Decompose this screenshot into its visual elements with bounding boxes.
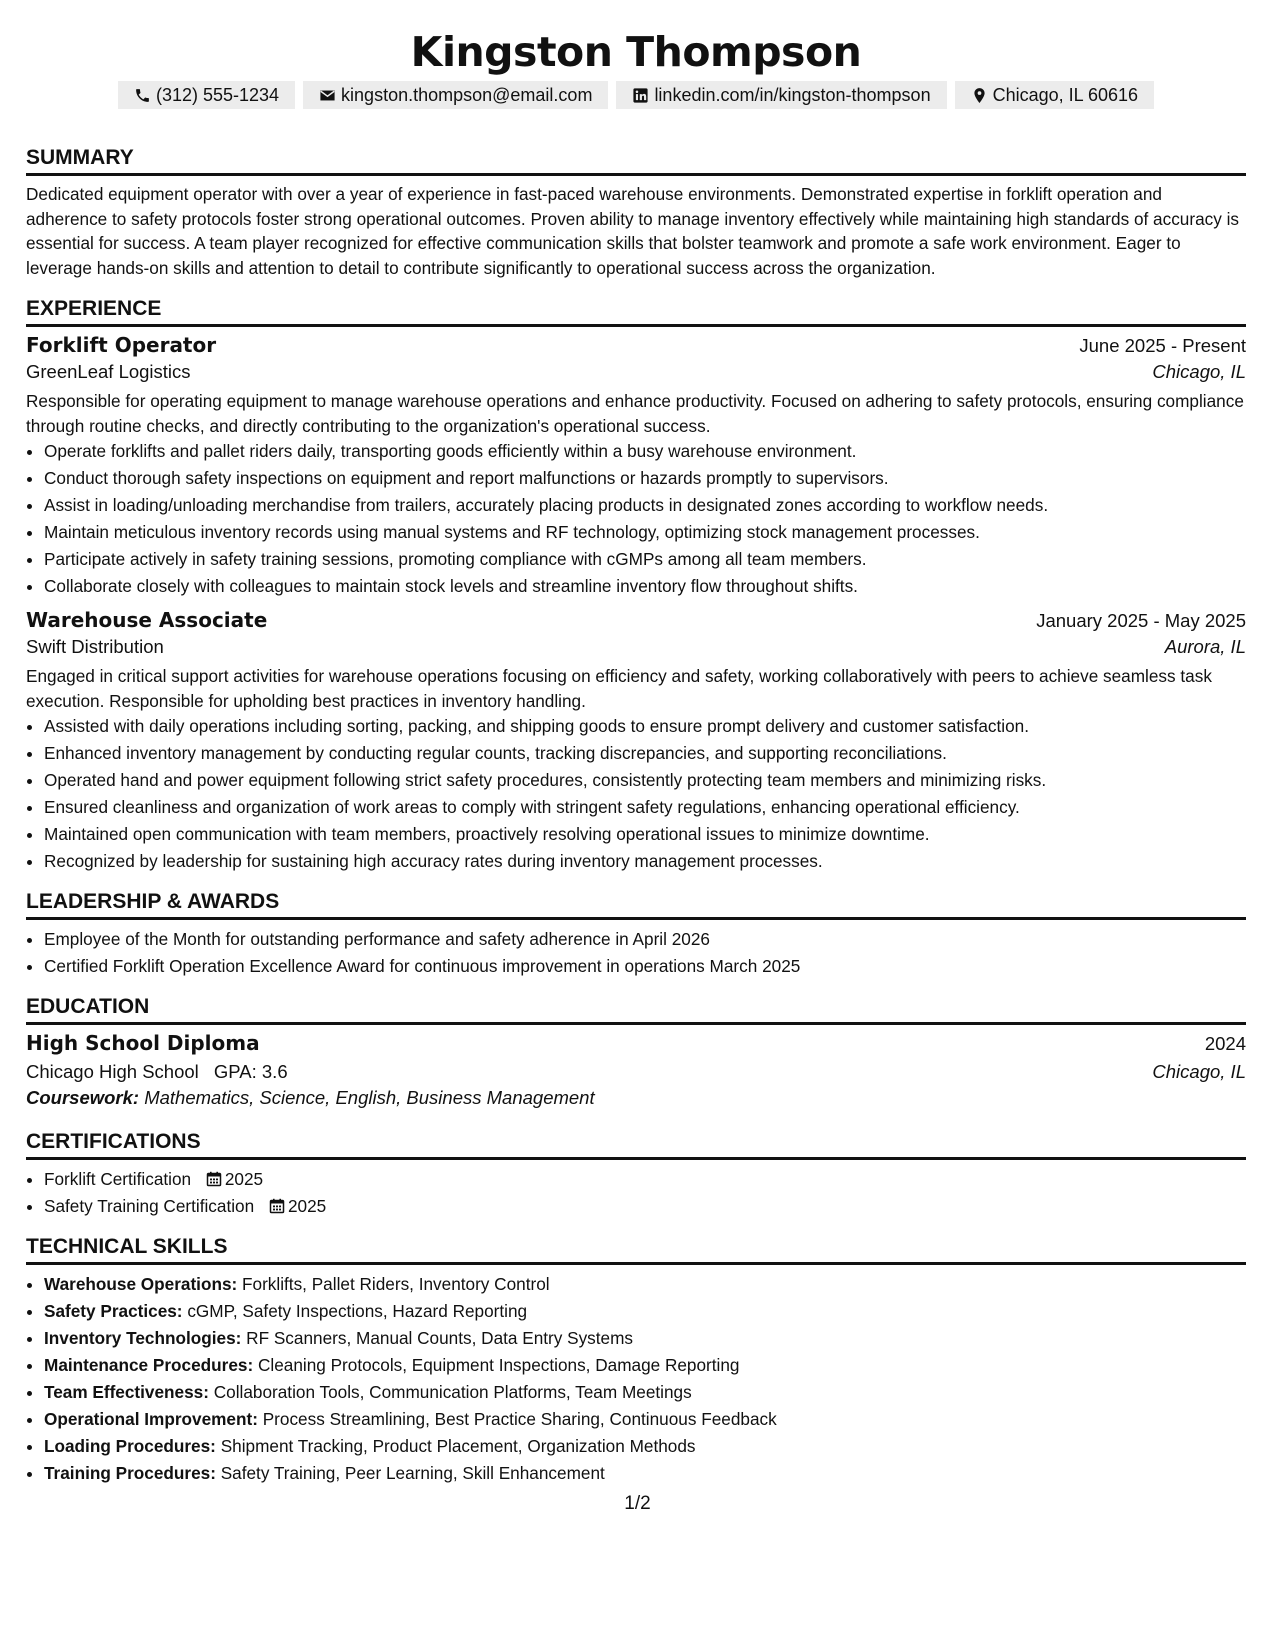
job-bullets bbox=[26, 713, 1246, 875]
certifications-list bbox=[26, 1166, 1246, 1220]
contact-location bbox=[955, 81, 1154, 109]
list-item: • Employee of the Month for outstanding performance and safety adherence in April 2026 bbox=[44, 926, 1246, 953]
list-item: • Assist in loading/unloading merchandise from trailers, accurately placing products in designated zones according to workflow needs. bbox=[44, 492, 1246, 519]
list-item: • Operate forklifts and pallet riders daily, transporting goods efficiently within a busy warehouse environment. bbox=[44, 438, 1246, 465]
skill-label: Team Effectiveness: bbox=[44, 1382, 209, 1402]
skill-label: Safety Practices: bbox=[44, 1301, 183, 1321]
list-item: • Certified Forklift Operation Excellence Award for continuous improvement in operations March 2025 bbox=[44, 953, 1246, 980]
section-title-certifications: CERTIFICATIONS bbox=[26, 1127, 1246, 1160]
resume-page bbox=[26, 0, 1246, 1487]
job-location: Aurora, IL bbox=[1164, 636, 1246, 657]
list-item bbox=[44, 1298, 1246, 1325]
section-title-skills: TECHNICAL SKILLS bbox=[26, 1232, 1246, 1265]
section-title-education: EDUCATION bbox=[26, 992, 1246, 1025]
skill-label: Operational Improvement: bbox=[44, 1409, 258, 1429]
list-item: • Operated hand and power equipment following strict safety procedures, consistently protecting team members and minimizing risks. bbox=[44, 767, 1246, 794]
linkedin-icon bbox=[632, 87, 649, 104]
contact-email[interactable] bbox=[303, 81, 608, 109]
list-item: • Collaborate closely with colleagues to maintain stock levels and streamline inventory flow throughout shifts. bbox=[44, 573, 1246, 600]
list-item bbox=[44, 1166, 1246, 1193]
list-item bbox=[44, 1433, 1246, 1460]
job-dates: June 2025 - Present bbox=[1079, 335, 1246, 356]
coursework bbox=[26, 1087, 1246, 1109]
skill-value: RF Scanners, Manual Counts, Data Entry Systems bbox=[246, 1328, 634, 1348]
skill-value: Shipment Tracking, Product Placement, Organization Methods bbox=[220, 1436, 696, 1456]
awards-section bbox=[26, 887, 1246, 980]
degree-name: High School Diploma bbox=[26, 1031, 260, 1055]
gpa: GPA: 3.6 bbox=[213, 1061, 288, 1082]
phone-text: (312) 555-1234 bbox=[155, 85, 280, 105]
map-pin-icon bbox=[971, 87, 988, 104]
list-item bbox=[44, 1271, 1246, 1298]
company-name: GreenLeaf Logistics bbox=[26, 361, 191, 382]
calendar-icon bbox=[269, 1198, 285, 1214]
job-title: Warehouse Associate bbox=[26, 608, 268, 632]
skill-value: Cleaning Protocols, Equipment Inspections, Damage Reporting bbox=[257, 1355, 740, 1375]
contact-linkedin[interactable] bbox=[616, 81, 946, 109]
list-item: • Maintained open communication with team members, proactively resolving operational issues to minimize downtime. bbox=[44, 821, 1246, 848]
list-item bbox=[44, 1352, 1246, 1379]
education-section bbox=[26, 992, 1246, 1109]
summary-section bbox=[26, 143, 1246, 280]
candidate-name: Kingston Thompson bbox=[410, 28, 862, 76]
graduation-year: 2024 bbox=[1204, 1033, 1246, 1054]
awards-list bbox=[26, 926, 1246, 980]
page-number: 1/2 bbox=[624, 1493, 651, 1514]
contact-bar bbox=[26, 81, 1246, 109]
linkedin-text: linkedin.com/in/kingston-thompson bbox=[654, 85, 931, 105]
job-title: Forklift Operator bbox=[26, 333, 217, 357]
contact-phone[interactable] bbox=[118, 81, 295, 109]
list-item: • Participate actively in safety training sessions, promoting compliance with cGMPs among all team members. bbox=[44, 546, 1246, 573]
list-item: • Assisted with daily operations including sorting, packing, and shipping goods to ensure prompt delivery and customer satisfaction. bbox=[44, 713, 1246, 740]
job-bullets bbox=[26, 438, 1246, 600]
list-item: • Recognized by leadership for sustaining high accuracy rates during inventory management processes. bbox=[44, 848, 1246, 875]
certification-year: 2025 bbox=[287, 1196, 327, 1216]
list-item bbox=[44, 1193, 1246, 1220]
skill-value: Safety Training, Peer Learning, Skill Enhancement bbox=[220, 1463, 605, 1483]
list-item: • Conduct thorough safety inspections on equipment and report malfunctions or hazards promptly to supervisors. bbox=[44, 465, 1246, 492]
certification-year: 2025 bbox=[224, 1169, 264, 1189]
job-description: Engaged in critical support activities for warehouse operations focusing on efficiency and safety, working collaboratively with peers to achieve seamless task execution. Responsible for upholding best practices in inventory handling. bbox=[26, 666, 1212, 711]
phone-icon bbox=[134, 87, 151, 104]
school-location: Chicago, IL bbox=[1152, 1061, 1246, 1082]
list-item bbox=[44, 1406, 1246, 1433]
section-title-experience: EXPERIENCE bbox=[26, 294, 1246, 327]
coursework-label: Coursework: bbox=[26, 1087, 140, 1108]
skill-value: Collaboration Tools, Communication Platforms, Team Meetings bbox=[213, 1382, 692, 1402]
school-name: Chicago High School bbox=[26, 1061, 199, 1082]
skill-label: Loading Procedures: bbox=[44, 1436, 216, 1456]
skills-section bbox=[26, 1232, 1246, 1487]
job-description: Responsible for operating equipment to manage warehouse operations and enhance productivity. Focused on adhering to safety protocols, ensuring compliance through routine checks, and directly contributing to the organization's operational success. bbox=[26, 391, 1244, 436]
location-text: Chicago, IL 60616 bbox=[992, 85, 1139, 105]
envelope-icon bbox=[319, 87, 336, 104]
list-item bbox=[44, 1379, 1246, 1406]
skill-value: Process Streamlining, Best Practice Sharing, Continuous Feedback bbox=[262, 1409, 777, 1429]
skill-label: Maintenance Procedures: bbox=[44, 1355, 254, 1375]
section-title-awards: LEADERSHIP & AWARDS bbox=[26, 887, 1246, 920]
calendar-icon bbox=[206, 1171, 222, 1187]
email-text: kingston.thompson@email.com bbox=[341, 85, 593, 105]
skill-label: Inventory Technologies: bbox=[44, 1328, 242, 1348]
job-entry bbox=[26, 333, 1246, 600]
list-item: • Enhanced inventory management by conducting regular counts, tracking discrepancies, and supporting reconciliations. bbox=[44, 740, 1246, 767]
list-item bbox=[44, 1460, 1246, 1487]
job-dates: January 2025 - May 2025 bbox=[1036, 610, 1246, 631]
job-location: Chicago, IL bbox=[1152, 361, 1246, 382]
summary-text: Dedicated equipment operator with over a year of experience in fast-paced warehouse environments. Demonstrated expertise in forklift operation and adherence to safety protocols foster strong operational outcomes. Proven ability to manage inventory effectively while maintaining high standards of accuracy is essential for success. A team player recognized for effective communication skills that bolster teamwork and promote a safe work environment. Eager to leverage hands-on skills and attention to detail to contribute significantly to operational success across the organization. bbox=[26, 184, 1240, 278]
certifications-section bbox=[26, 1127, 1246, 1220]
list-item: • Ensured cleanliness and organization of work areas to comply with stringent safety regulations, enhancing operational efficiency. bbox=[44, 794, 1246, 821]
list-item bbox=[44, 1325, 1246, 1352]
list-item: • Maintain meticulous inventory records using manual systems and RF technology, optimizing stock management processes. bbox=[44, 519, 1246, 546]
company-name: Swift Distribution bbox=[26, 636, 164, 657]
coursework-list: Mathematics, Science, English, Business Management bbox=[144, 1087, 595, 1108]
certification-name: Safety Training Certification bbox=[44, 1196, 255, 1216]
skill-label: Warehouse Operations: bbox=[44, 1274, 238, 1294]
skill-label: Training Procedures: bbox=[44, 1463, 216, 1483]
skill-value: Forklifts, Pallet Riders, Inventory Control bbox=[242, 1274, 550, 1294]
job-entry bbox=[26, 608, 1246, 875]
skills-list bbox=[26, 1271, 1246, 1487]
certification-name: Forklift Certification bbox=[44, 1169, 192, 1189]
section-title-summary: SUMMARY bbox=[26, 143, 1246, 176]
skill-value: cGMP, Safety Inspections, Hazard Reporting bbox=[187, 1301, 528, 1321]
experience-section bbox=[26, 294, 1246, 875]
